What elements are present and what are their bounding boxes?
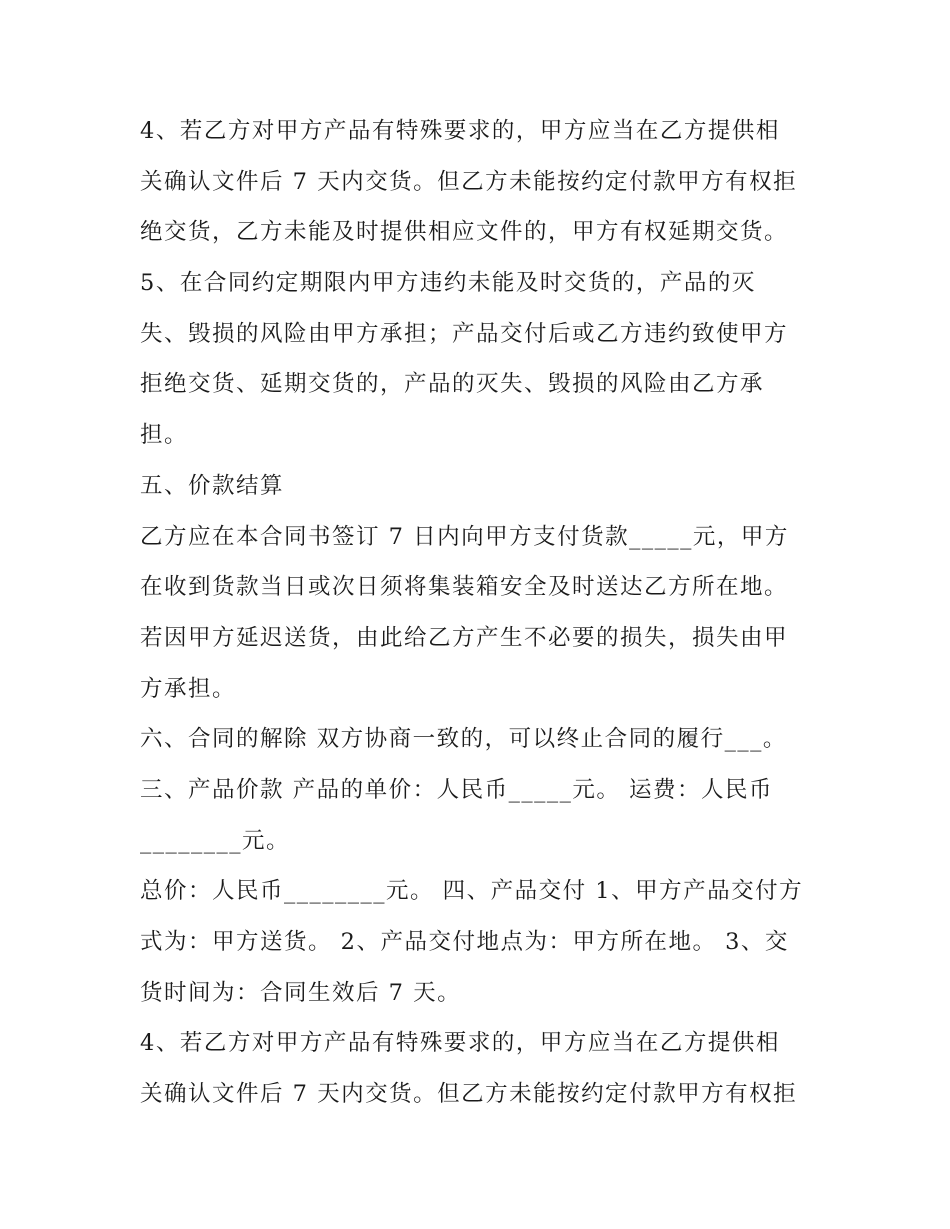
text-line: 4、若乙方对甲方产品有特殊要求的，甲方应当在乙方提供相: [140, 118, 780, 144]
text-line: 关确认文件后 7 天内交货。但乙方未能按约定付款甲方有权拒: [140, 168, 798, 195]
text-line: 若因甲方延迟送货，由此给乙方产生不必要的损失，损失由甲: [140, 624, 789, 651]
text-line: 4、若乙方对甲方产品有特殊要求的，甲方应当在乙方提供相: [140, 1030, 780, 1057]
text-line: 担。: [140, 422, 189, 449]
text-line: 5、在合同约定期限内甲方违约未能及时交货的，产品的灭: [140, 270, 756, 297]
text-line: 乙方应在本合同书签订 7 日内向甲方支付货款_____元，甲方: [140, 523, 789, 550]
text-line: 总价：人民币________元。 四、产品交付 1、甲方产品交付方: [140, 878, 804, 905]
section-heading: 五、价款结算: [140, 472, 285, 499]
text-line: 货时间为：合同生效后 7 天。: [140, 979, 462, 1006]
text-line: 三、产品价款 产品的单价：人民币_____元。 运费：人民币: [140, 776, 774, 803]
text-line: 失、毁损的风险由甲方承担；产品交付后或乙方违约致使甲方: [140, 320, 789, 347]
text-line: ________元。: [140, 827, 291, 854]
contract-text: [140, 106, 840, 1120]
text-line: 式为：甲方送货。 2、产品交付地点为：甲方所在地。 3、交: [140, 929, 789, 955]
text-line: 六、合同的解除 双方协商一致的，可以终止合同的履行___。: [140, 726, 787, 753]
text-line: 方承担。: [140, 675, 237, 702]
text-line: 绝交货，乙方未能及时提供相应文件的，甲方有权延期交货。: [140, 219, 789, 246]
text-line: 在收到货款当日或次日须将集装箱安全及时送达乙方所在地。: [140, 574, 789, 601]
text-line: 拒绝交货、延期交货的，产品的灭失、毁损的风险由乙方承: [140, 371, 765, 398]
text-line: 关确认文件后 7 天内交货。但乙方未能按约定付款甲方有权拒: [140, 1081, 798, 1108]
